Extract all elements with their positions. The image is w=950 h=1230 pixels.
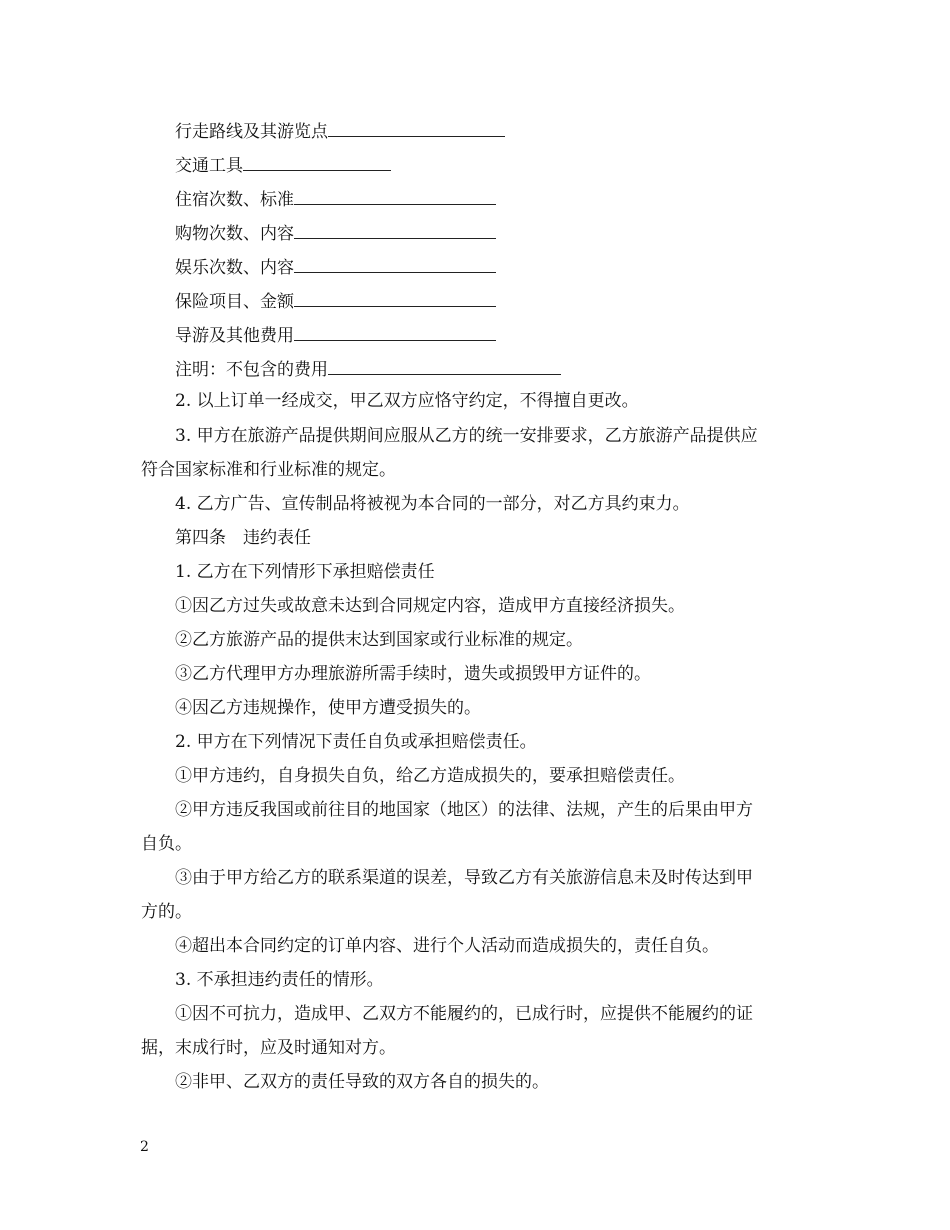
breach-3-item-2: ②非甲、乙双方的责任导致的双方各自的损失的。 xyxy=(175,1072,549,1092)
item-label: 交通工具 xyxy=(175,156,243,176)
item-insurance xyxy=(175,288,496,314)
item-note xyxy=(175,356,561,382)
blank-field xyxy=(294,186,496,205)
blank-field xyxy=(328,118,505,137)
breach-2: 2. 甲方在下列情况下责任自负或承担赔偿责任。 xyxy=(175,732,537,752)
clause-3-line-1: 3. 甲方在旅游产品提供期间应服从乙方的统一安排要求，乙方旅游产品提供应 xyxy=(175,426,758,446)
item-label: 导游及其他费用 xyxy=(175,326,294,346)
breach-2-item-2-line-2: 自负。 xyxy=(141,834,192,854)
blank-field xyxy=(294,220,496,239)
item-label: 购物次数、内容 xyxy=(175,224,294,244)
breach-3-item-1-line-1: ①因不可抗力，造成甲、乙双方不能履约的，已成行时，应提供不能履约的证 xyxy=(175,1004,753,1024)
blank-field xyxy=(243,152,391,171)
breach-2-item-2-line-1: ②甲方违反我国或前往目的地国家（地区）的法律、法规，产生的后果由甲方 xyxy=(175,800,753,820)
breach-1-item-2: ②乙方旅游产品的提供末达到国家或行业标准的规定。 xyxy=(175,630,583,650)
blank-field xyxy=(328,356,561,375)
breach-2-item-1: ①甲方违约，自身损失自负，给乙方造成损失的，要承担赔偿责任。 xyxy=(175,766,685,786)
blank-field xyxy=(294,254,496,273)
blank-field xyxy=(294,322,496,341)
breach-1-item-4: ④因乙方违规操作，使甲方遭受损失的。 xyxy=(175,698,481,718)
breach-3: 3. 不承担违约责任的情形。 xyxy=(175,970,384,990)
item-label: 保险项目、金额 xyxy=(175,292,294,312)
breach-1-item-1: ①因乙方过失或故意未达到合同规定内容，造成甲方直接经济损失。 xyxy=(175,596,685,616)
clause-4: 4. 乙方广告、宣传制品将被视为本合同的一部分，对乙方具约束力。 xyxy=(175,494,690,514)
item-route xyxy=(175,118,505,144)
breach-2-item-3-line-2: 方的。 xyxy=(141,902,192,922)
breach-1: 1. 乙方在下列情形下承担赔偿责任 xyxy=(175,562,435,582)
breach-3-item-1-line-2: 据，末成行时，应及时通知对方。 xyxy=(141,1038,396,1058)
blank-field xyxy=(294,288,496,307)
item-transport xyxy=(175,152,391,178)
item-label: 娱乐次数、内容 xyxy=(175,258,294,278)
item-label: 住宿次数、标准 xyxy=(175,190,294,210)
breach-2-item-4: ④超出本合同约定的订单内容、进行个人活动而造成损失的，责任自负。 xyxy=(175,936,719,956)
article-4-heading: 第四条 违约表任 xyxy=(175,528,311,548)
item-entertainment xyxy=(175,254,496,280)
page-number: 2 xyxy=(140,1139,149,1155)
item-label: 注明：不包含的费用 xyxy=(175,360,328,380)
clause-2: 2. 以上订单一经成交，甲乙双方应恪守约定，不得擅自更改。 xyxy=(175,391,639,411)
breach-2-item-3-line-1: ③由于甲方给乙方的联系渠道的误差，导致乙方有关旅游信息未及时传达到甲 xyxy=(175,868,753,888)
clause-3-line-2: 符合国家标准和行业标准的规定。 xyxy=(141,460,396,480)
item-label: 行走路线及其游览点 xyxy=(175,122,328,142)
item-guide xyxy=(175,322,496,348)
breach-1-item-3: ③乙方代理甲方办理旅游所需手续时，遗失或损毁甲方证件的。 xyxy=(175,664,651,684)
item-shopping xyxy=(175,220,496,246)
item-lodging xyxy=(175,186,496,212)
